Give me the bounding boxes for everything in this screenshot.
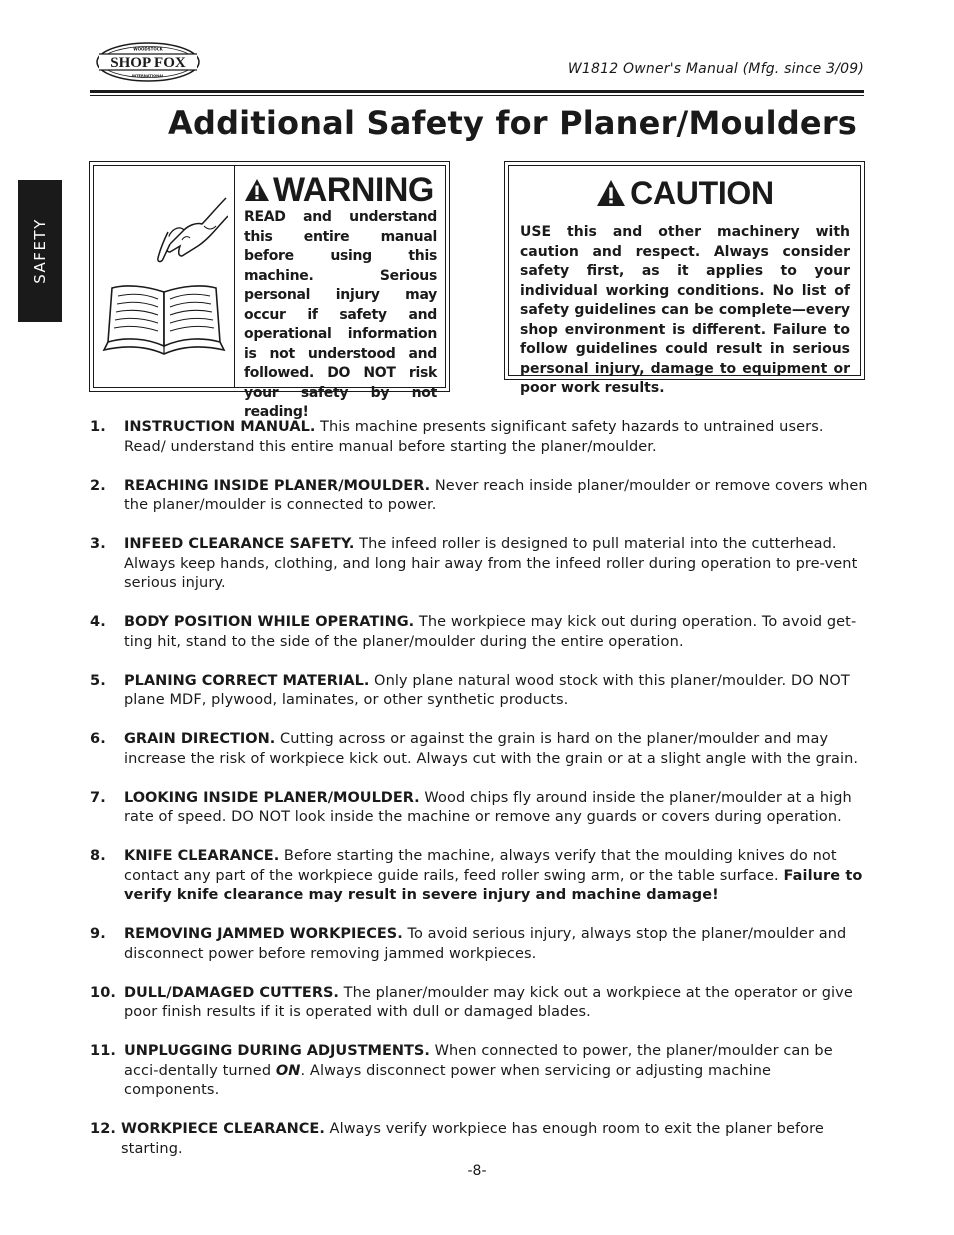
section-tab-label: SAFETY xyxy=(31,218,49,284)
manual-title: W1812 Owner's Manual (Mfg. since 3/09) xyxy=(567,61,864,77)
book-hand-icon xyxy=(100,196,228,366)
list-item: 10. DULL/DAMAGED CUTTERS. The planer/moulder may kick out a workpiece at the operator or give poor finish results if it is operated with dull or damaged blades. xyxy=(90,984,853,1020)
header-rule-thin xyxy=(90,95,864,96)
caution-text: USE this and other machinery with caution and respect. Always consider safety first, as it applies to your individual working conditions. No list of safety guidelines can be complete—every shop environment is different. Failure to follow guidelines could result in serious personal injury, damage to equipment or poor work results. xyxy=(520,224,850,396)
list-item: 1. INSTRUCTION MANUAL. This machine presents significant safety hazards to untrained users. Read/ understand this entire manual before starting the planer/moulder. xyxy=(90,419,824,455)
safety-rules-list xyxy=(90,418,868,1179)
list-item: 3. INFEED CLEARANCE SAFETY. The infeed roller is designed to pull material into the cutterhead. Always keep hands, clothing, and long hair away from the infeed roller during operation to pre-vent serious injury. xyxy=(90,536,858,591)
caution-box xyxy=(504,161,865,396)
page-number: -8- xyxy=(467,1163,487,1179)
list-item: 4. BODY POSITION WHILE OPERATING. The workpiece may kick out during operation. To avoid get-ting hit, stand to the side of the planer/moulder during the entire operation. xyxy=(90,614,857,650)
warning-signal-word: WARNING xyxy=(273,171,434,209)
svg-text:SHOP FOX: SHOP FOX xyxy=(110,55,186,71)
section-tab xyxy=(18,180,62,322)
warning-text: READ and understand this entire manual before using this machine. Serious personal injury may occur if safety and operational information is not understood and followed. DO NOT risk your safety by not reading! xyxy=(244,209,437,420)
list-item: 11. UNPLUGGING DURING ADJUSTMENTS. When connected to power, the planer/moulder can be acci-dentally turned ON. Always disconnect power when servicing or adjusting machine components. xyxy=(90,1043,833,1098)
list-item: 8. KNIFE CLEARANCE. Before starting the machine, always verify that the moulding knives do not contact any part of the workpiece guide rails, feed roller swing arm, or the table surface. Failure to verify knife clearance may result in severe injury and machine damage! xyxy=(90,848,863,903)
caution-triangle-icon xyxy=(596,179,626,207)
warning-box xyxy=(89,161,450,420)
warning-triangle-icon xyxy=(244,178,270,202)
list-item: 6. GRAIN DIRECTION. Cutting across or against the grain is hard on the planer/moulder and may increase the risk of workpiece kick out. Always cut with the grain or at a slight angle with the grain. xyxy=(90,731,859,767)
list-item: 12. WORKPIECE CLEARANCE. Always verify workpiece has enough room to exit the planer before starting. xyxy=(90,1121,824,1157)
list-item: 9. REMOVING JAMMED WORKPIECES. To avoid serious injury, always stop the planer/moulder and disconnect power before removing jammed workpieces. xyxy=(90,926,847,962)
list-item: 2. REACHING INSIDE PLANER/MOULDER. Never reach inside planer/moulder or remove covers when the planer/moulder is connected to power. xyxy=(90,477,868,513)
header-rule xyxy=(90,90,864,93)
list-item: 7. LOOKING INSIDE PLANER/MOULDER. Wood chips fly around inside the planer/moulder at a high rate of speed. DO NOT look inside the machine or remove any guards or covers during operation. xyxy=(90,789,852,825)
page-title: Additional Safety for Planer/Moulders xyxy=(168,104,858,142)
svg-text:WOODSTOCK: WOODSTOCK xyxy=(133,46,163,52)
svg-text:INTERNATIONAL: INTERNATIONAL xyxy=(131,74,165,78)
read-manual-illustration xyxy=(94,166,235,387)
caution-signal-word: CAUTION xyxy=(630,175,774,211)
list-item: 5. PLANING CORRECT MATERIAL. Only plane natural wood stock with this planer/moulder. DO NOT plane MDF, plywood, laminates, or other synthetic products. xyxy=(90,672,850,708)
shop-fox-logo xyxy=(96,42,200,82)
